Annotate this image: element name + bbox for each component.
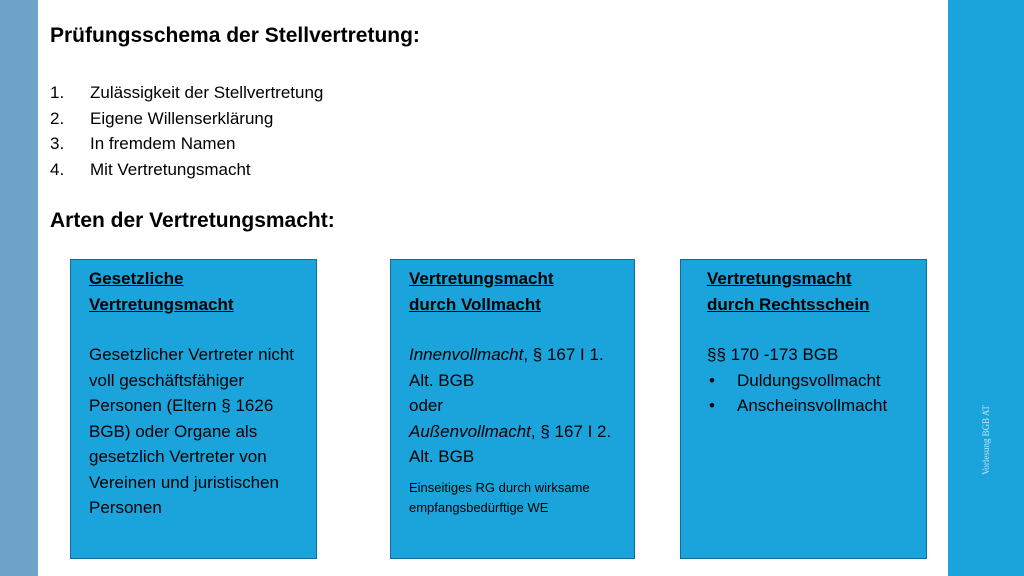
bullet-list [707,368,916,419]
right-accent-bar [948,0,1024,576]
left-accent-bar [0,0,38,576]
bullet-icon: • [709,396,715,415]
legal-ref: , § 167 I 1. Alt. BGB [409,345,604,390]
list-item [50,131,323,157]
box-heading [409,266,624,317]
slide-title: Prüfungsschema der Stellvertretung: [50,24,420,47]
box-heading [707,266,916,317]
box-apparent-authority [680,259,927,559]
box-heading-line: durch Vollmacht [409,294,541,314]
list-item [707,393,916,419]
list-number: 4. [50,159,65,179]
list-text: Duldungsvollmacht [737,370,881,390]
list-text: Eigene Willenserklärung [90,108,274,128]
list-item [50,80,323,106]
list-text: Mit Vertretungsmacht [90,159,251,179]
box-body: Gesetzlicher Vertreter nicht voll geschäftsfähiger Personen (Eltern § 1626 BGB) oder Organe als gesetzlich Vertreter von Vereinen und juristischen Personen [89,345,295,517]
side-label: Vorlesung BGB AT [981,405,991,475]
list-item [50,157,323,183]
list-number: 1. [50,83,65,102]
list-text: Zulässigkeit der Stellvertretung [90,83,324,102]
box-heading [89,266,306,317]
box-heading-line: Gesetzliche [89,269,184,288]
list-number: 2. [50,108,65,128]
legal-ref: §§ 170 -173 BGB [707,345,839,364]
list-item [707,368,916,394]
box-heading-line: Vertretungsmacht [89,294,234,314]
list-text: In fremdem Namen [90,134,236,153]
term-innenvollmacht: Innenvollmacht [409,345,524,364]
term-aussenvollmacht: Außenvollmacht [409,421,531,441]
box-heading-line: durch Rechtsschein [707,294,870,314]
list-item [50,106,323,132]
box-statutory-authority [70,259,317,559]
list-number: 3. [50,134,65,153]
box-body [409,342,624,470]
box-heading-line: Vertretungsmacht [409,269,554,288]
bullet-icon: • [709,370,715,390]
legal-ref: , § 167 I 2. Alt. BGB [409,421,612,466]
box-power-of-attorney [390,259,635,559]
box-heading-line: Vertretungsmacht [707,269,852,288]
box-note: Einseitiges RG durch wirksame empfangsbedürftige WE [409,479,590,515]
step-list [50,80,323,182]
section-heading: Arten der Vertretungsmacht: [50,209,335,232]
list-text: Anscheinsvollmacht [737,396,888,415]
connector-text: oder [409,396,444,415]
